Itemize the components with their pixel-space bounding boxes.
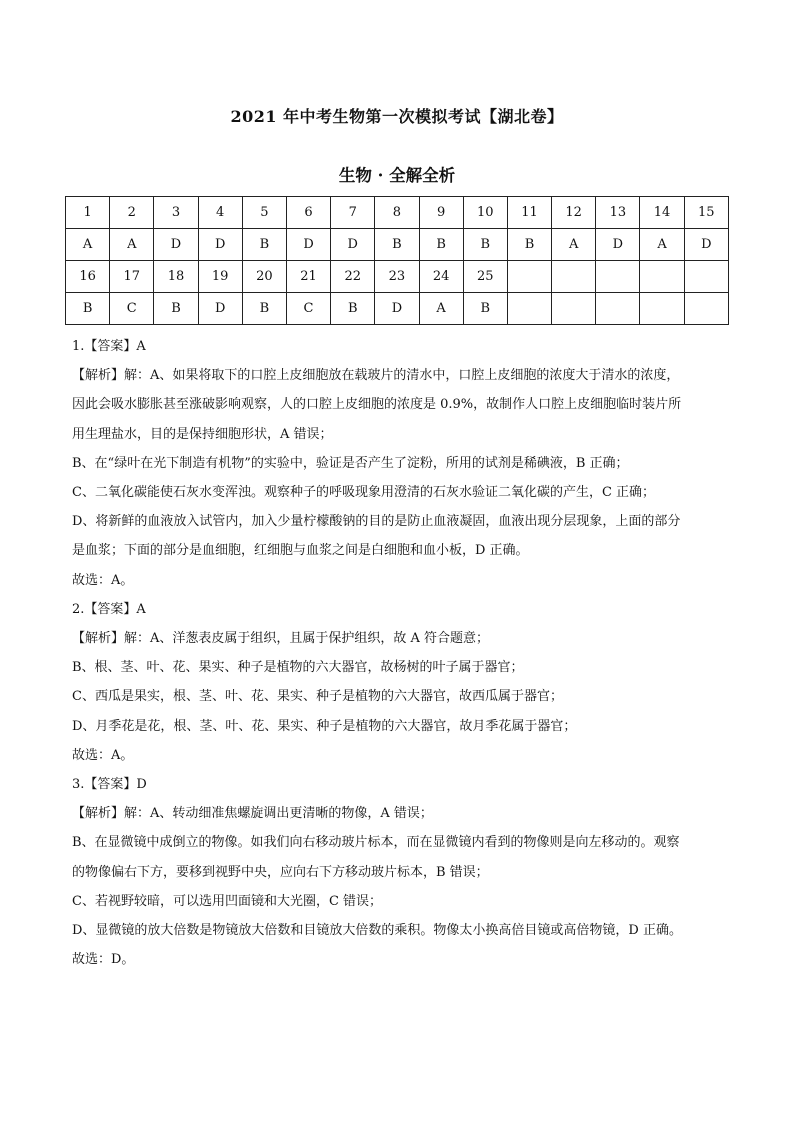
question-number-cell: 11 bbox=[507, 197, 551, 229]
explanation-line: 的物像偏右下方，要移到视野中央，应向右下方移动玻片标本，B 错误； bbox=[72, 864, 489, 880]
explanation-line: 故选：A。 bbox=[72, 747, 134, 763]
answer-letter-cell: D bbox=[286, 229, 330, 261]
question-number-cell: 14 bbox=[640, 197, 684, 229]
explanation-line: 故选：A。 bbox=[72, 572, 134, 588]
question-number-cell: 10 bbox=[463, 197, 507, 229]
answer-letter-cell: B bbox=[463, 229, 507, 261]
answer-letter-cell: B bbox=[375, 229, 419, 261]
question-number-cell: 12 bbox=[552, 197, 596, 229]
answer-table bbox=[65, 196, 729, 325]
answer-letter-cell: D bbox=[596, 229, 640, 261]
question-number-cell: 4 bbox=[198, 197, 242, 229]
answer-letter-cell: B bbox=[463, 293, 507, 325]
question-number-cell: 16 bbox=[66, 261, 110, 293]
question-number-cell bbox=[552, 261, 596, 293]
explanation-line: B、在显微镜中成倒立的物像。如我们向右移动玻片标本，而在显微镜内看到的物像则是向左移动的。观察 bbox=[72, 835, 680, 851]
question-number-cell: 3 bbox=[154, 197, 198, 229]
question-number-cell: 15 bbox=[684, 197, 728, 229]
explanation-line: B、在“绿叶在光下制造有机物”的实验中，验证是否产生了淀粉，所用的试剂是稀碘液，B 正确； bbox=[72, 455, 629, 471]
explanation-line: 用生理盐水，目的是保持细胞形状，A 错误； bbox=[72, 426, 333, 442]
question-number-cell: 8 bbox=[375, 197, 419, 229]
answer-table-row bbox=[66, 229, 729, 261]
question-number-cell: 17 bbox=[110, 261, 154, 293]
answer-letter-cell: A bbox=[419, 293, 463, 325]
answer-letter-cell: A bbox=[552, 229, 596, 261]
explanation-line: C、若视野较暗，可以选用凹面镜和大光圈，C 错误； bbox=[72, 893, 383, 909]
question-number-cell: 9 bbox=[419, 197, 463, 229]
explanation-line: 是血浆；下面的部分是血细胞，红细胞与血浆之间是白细胞和血小板，D 正确。 bbox=[72, 543, 529, 559]
answer-letter-cell: B bbox=[507, 229, 551, 261]
explanation-line: B、根、茎、叶、花、果实、种子是植物的六大器官，故杨树的叶子属于器官； bbox=[72, 660, 524, 676]
question-number-cell: 1 bbox=[66, 197, 110, 229]
answer-letter-cell bbox=[640, 293, 684, 325]
question-number-cell: 24 bbox=[419, 261, 463, 293]
answer-heading: 2.【答案】A bbox=[72, 601, 146, 617]
answer-heading: 1.【答案】A bbox=[72, 339, 146, 354]
question-number-cell: 18 bbox=[154, 261, 198, 293]
explanation-line: 【解析】解：A、如果将取下的口腔上皮细胞放在载玻片的清水中，口腔上皮细胞的浓度大于清水的浓度， bbox=[72, 368, 680, 384]
explanation-line: 【解析】解：A、转动细准焦螺旋调出更清晰的物像，A 错误； bbox=[72, 806, 433, 822]
answer-letter-cell bbox=[552, 293, 596, 325]
answer-letter-cell: D bbox=[154, 229, 198, 261]
explanation-line: D、将新鲜的血液放入试管内，加入少量柠檬酸钠的目的是防止血液凝固，血液出现分层现象，上面的部分 bbox=[72, 514, 681, 530]
answer-letter-cell: A bbox=[110, 229, 154, 261]
document-title: 2021 年中考生物第一次模拟考试【湖北卷】 bbox=[230, 107, 564, 126]
answer-table-row bbox=[66, 197, 729, 229]
answer-letter-cell: D bbox=[331, 229, 375, 261]
answer-letter-cell: B bbox=[154, 293, 198, 325]
answer-letter-cell: D bbox=[198, 293, 242, 325]
answer-letter-cell: C bbox=[110, 293, 154, 325]
explanation-line: D、显微镜的放大倍数是物镜放大倍数和目镜放大倍数的乘积。物像太小换高倍目镜或高倍物镜，D 正确。 bbox=[72, 923, 682, 939]
explanation-line: 【解析】解：A、洋葱表皮属于组织，且属于保护组织，故 A 符合题意； bbox=[72, 631, 490, 647]
question-number-cell bbox=[596, 261, 640, 293]
answer-letter-cell: B bbox=[66, 293, 110, 325]
answer-letter-cell: C bbox=[286, 293, 330, 325]
question-number-cell: 7 bbox=[331, 197, 375, 229]
answer-letter-cell: B bbox=[419, 229, 463, 261]
explanation-line: C、西瓜是果实，根、茎、叶、花、果实、种子是植物的六大器官，故西瓜属于器官； bbox=[72, 689, 563, 705]
answer-letter-cell: A bbox=[66, 229, 110, 261]
explanation-line: 故选：D。 bbox=[72, 952, 135, 968]
answer-letter-cell: D bbox=[375, 293, 419, 325]
answer-letter-cell: B bbox=[242, 229, 286, 261]
answer-heading: 3.【答案】D bbox=[72, 777, 147, 793]
explanation-line: C、二氧化碳能使石灰水变浑浊。观察种子的呼吸现象用澄清的石灰水验证二氧化碳的产生，C 正确； bbox=[72, 485, 656, 501]
answer-table-row bbox=[66, 261, 729, 293]
answer-letter-cell: B bbox=[331, 293, 375, 325]
answer-letter-cell: B bbox=[242, 293, 286, 325]
explanation-line: D、月季花是花，根、茎、叶、花、果实、种子是植物的六大器官，故月季花属于器官； bbox=[72, 718, 577, 734]
answer-letter-cell bbox=[507, 293, 551, 325]
question-number-cell: 6 bbox=[286, 197, 330, 229]
question-number-cell: 25 bbox=[463, 261, 507, 293]
answer-letter-cell: D bbox=[198, 229, 242, 261]
question-number-cell bbox=[640, 261, 684, 293]
document-subtitle: 生物 · 全解全析 bbox=[338, 166, 456, 185]
answer-letter-cell: A bbox=[640, 229, 684, 261]
question-number-cell: 13 bbox=[596, 197, 640, 229]
question-number-cell bbox=[684, 261, 728, 293]
explanations-section bbox=[72, 332, 732, 974]
answer-letter-cell bbox=[596, 293, 640, 325]
question-number-cell: 22 bbox=[331, 261, 375, 293]
explanation-line: 因此会吸水膨胀甚至涨破影响观察，人的口腔上皮细胞的浓度是 0.9%，故制作人口腔上皮细胞临时装片所 bbox=[72, 397, 682, 413]
question-number-cell: 23 bbox=[375, 261, 419, 293]
question-number-cell: 2 bbox=[110, 197, 154, 229]
answer-letter-cell: D bbox=[684, 229, 728, 261]
answer-letter-cell bbox=[684, 293, 728, 325]
question-number-cell: 5 bbox=[242, 197, 286, 229]
question-number-cell: 20 bbox=[242, 261, 286, 293]
question-number-cell: 19 bbox=[198, 261, 242, 293]
answer-table-row bbox=[66, 293, 729, 325]
question-number-cell: 21 bbox=[286, 261, 330, 293]
question-number-cell bbox=[507, 261, 551, 293]
